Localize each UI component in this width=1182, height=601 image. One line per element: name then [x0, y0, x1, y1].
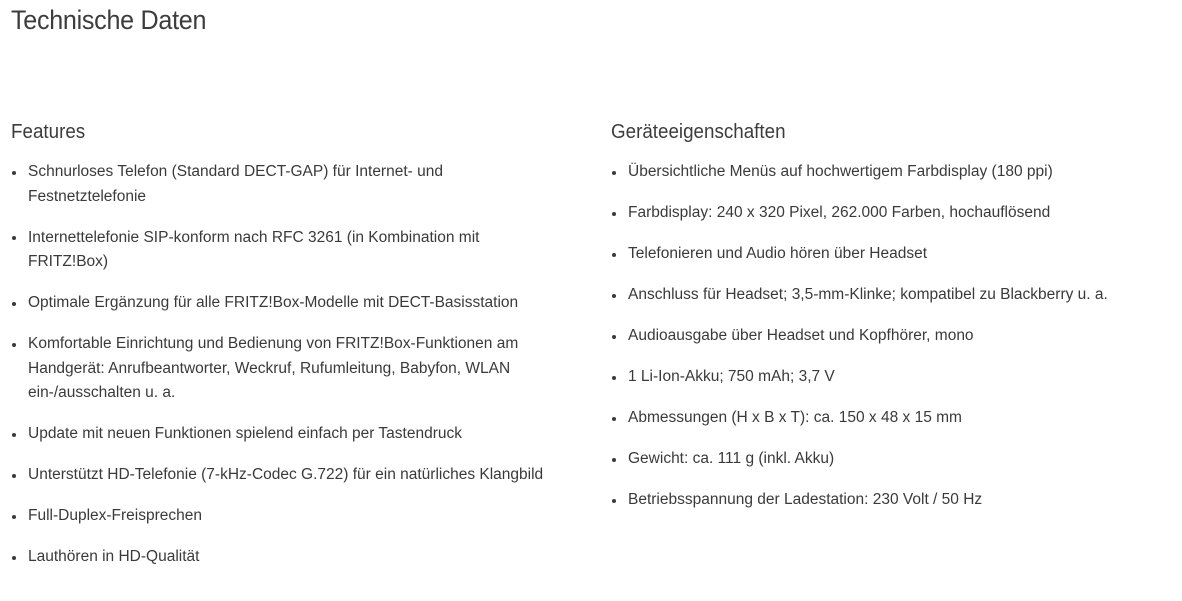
list-item: Abmessungen (H x B x T): ca. 150 x 48 x 15 mm: [611, 406, 1176, 431]
list-item: Lauthören in HD-Qualität: [11, 545, 571, 570]
list-item: Update mit neuen Funktionen spielend einfach per Tastendruck: [11, 422, 571, 447]
list-item: Audioausgabe über Headset und Kopfhörer, mono: [611, 324, 1176, 349]
list-item: Gewicht: ca. 111 g (inkl. Akku): [611, 447, 1176, 472]
list-item: Anschluss für Headset; 3,5-mm-Klinke; kompatibel zu Blackberry u. a.: [611, 283, 1176, 308]
features-list: [11, 160, 571, 570]
list-item: Komfortable Einrichtung und Bedienung von FRITZ!Box-Funktionen am Handgerät: Anrufbeantworter, Weckruf, Rufumleitung, Babyfon, WLAN ein-/ausschalten u. a.: [11, 332, 571, 406]
list-item: Übersichtliche Menüs auf hochwertigem Farbdisplay (180 ppi): [611, 160, 1176, 185]
features-section: [11, 121, 571, 586]
list-item: Optimale Ergänzung für alle FRITZ!Box-Modelle mit DECT-Basisstation: [11, 291, 571, 316]
list-item: Betriebsspannung der Ladestation: 230 Volt / 50 Hz: [611, 488, 1176, 513]
list-item: Telefonieren und Audio hören über Headset: [611, 242, 1176, 267]
list-item: Farbdisplay: 240 x 320 Pixel, 262.000 Farben, hochauflösend: [611, 201, 1176, 226]
list-item: Full-Duplex-Freisprechen: [11, 504, 571, 529]
list-item: Unterstützt HD-Telefonie (7-kHz-Codec G.722) für ein natürliches Klangbild: [11, 463, 571, 488]
features-heading: Features: [11, 121, 86, 143]
list-item: Schnurloses Telefon (Standard DECT-GAP) für Internet- und Festnetztelefonie: [11, 160, 571, 209]
device-properties-list: [611, 160, 1176, 513]
page-title: Technische Daten: [11, 5, 207, 35]
list-item: Internettelefonie SIP-konform nach RFC 3261 (in Kombination mit FRITZ!Box): [11, 226, 571, 275]
list-item: 1 Li-Ion-Akku; 750 mAh; 3,7 V: [611, 365, 1176, 390]
device-properties-heading: Geräteeigenschaften: [611, 121, 786, 143]
device-properties-section: [611, 121, 1176, 529]
